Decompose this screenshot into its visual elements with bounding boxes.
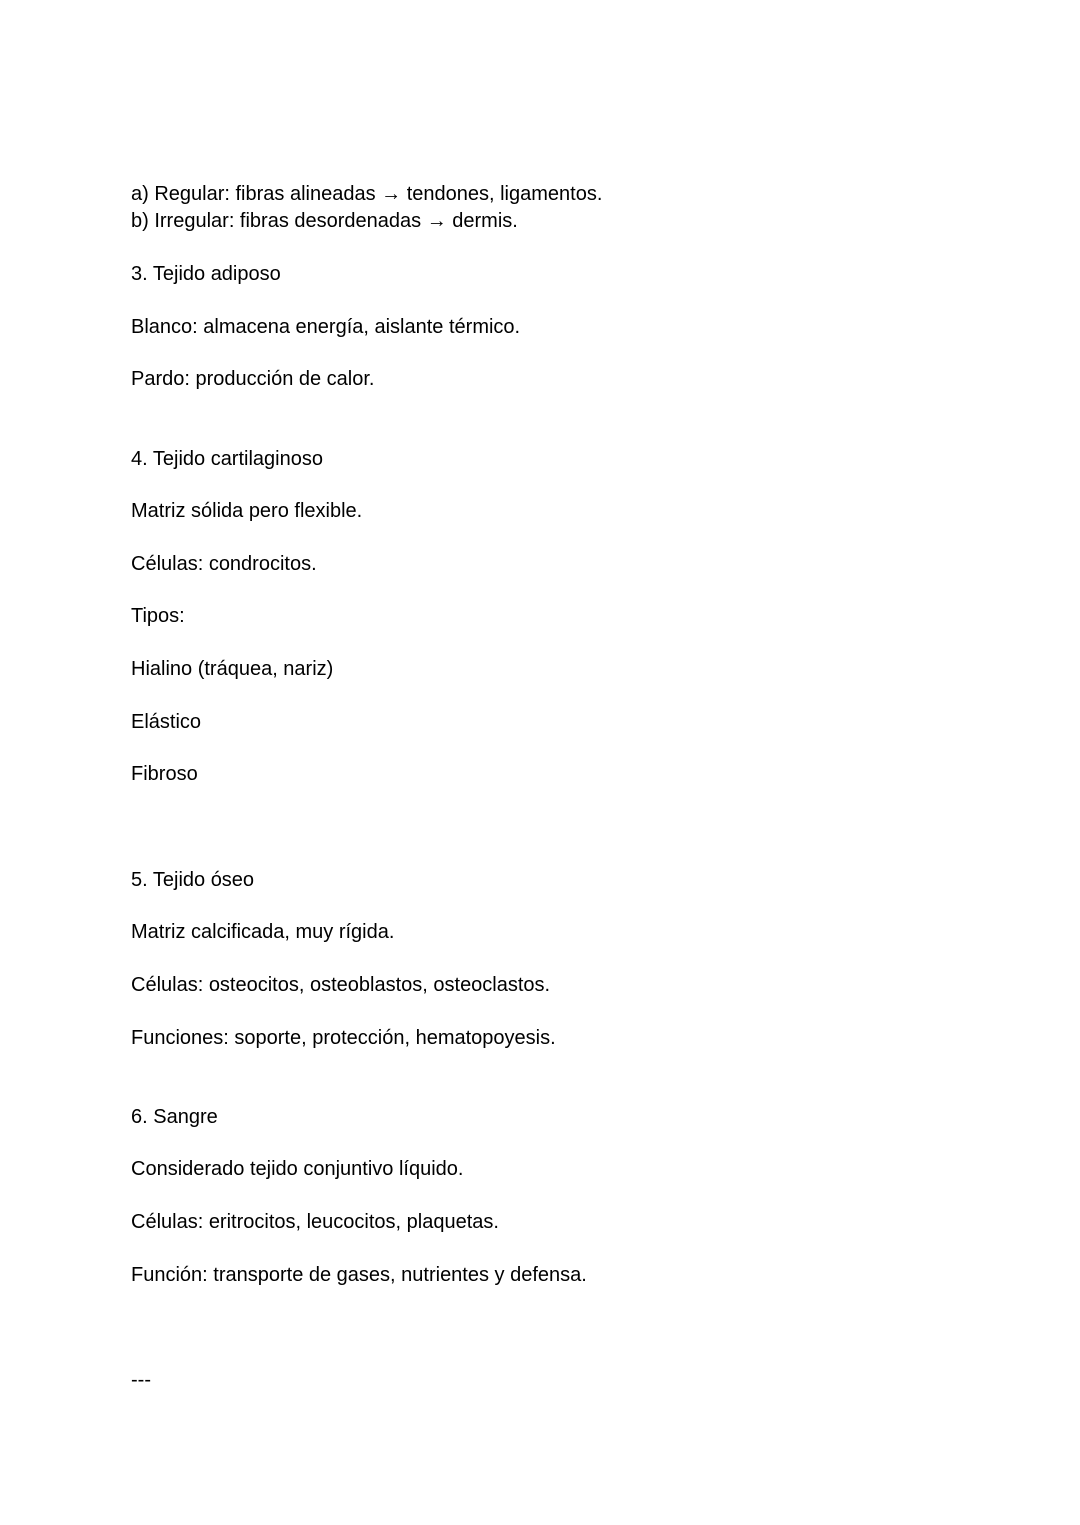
oseo-celulas-line: Células: osteocitos, osteoblastos, osteoclastos. bbox=[131, 974, 551, 996]
regular-fibers-line: a) Regular: fibras alineadas → tendones, ligamentos. bbox=[131, 183, 603, 205]
section-heading-oseo: 5. Tejido óseo bbox=[131, 869, 255, 891]
cartilaginoso-matriz-line: Matriz sólida pero flexible. bbox=[131, 500, 363, 522]
sangre-funcion-line: Función: transporte de gases, nutrientes y defensa. bbox=[131, 1264, 587, 1286]
tipo-item-elastico: Elástico bbox=[131, 711, 202, 733]
cartilaginoso-tipos-label: Tipos: bbox=[131, 605, 185, 627]
adiposo-pardo-line: Pardo: producción de calor. bbox=[131, 368, 375, 390]
tipo-item-hialino: Hialino (tráquea, nariz) bbox=[131, 658, 334, 680]
separator-line: --- bbox=[131, 1369, 151, 1391]
irregular-fibers-line: b) Irregular: fibras desordenadas → dermis. bbox=[131, 210, 518, 232]
section-heading-adiposo: 3. Tejido adiposo bbox=[131, 263, 281, 285]
sangre-considerado-line: Considerado tejido conjuntivo líquido. bbox=[131, 1158, 464, 1180]
adiposo-blanco-line: Blanco: almacena energía, aislante térmico. bbox=[131, 316, 521, 338]
oseo-matriz-line: Matriz calcificada, muy rígida. bbox=[131, 921, 395, 943]
section-heading-sangre: 6. Sangre bbox=[131, 1106, 218, 1128]
oseo-funciones-line: Funciones: soporte, protección, hematopoyesis. bbox=[131, 1027, 556, 1049]
section-heading-cartilaginoso: 4. Tejido cartilaginoso bbox=[131, 448, 323, 470]
tipo-item-fibroso: Fibroso bbox=[131, 763, 198, 785]
cartilaginoso-celulas-line: Células: condrocitos. bbox=[131, 553, 317, 575]
sangre-celulas-line: Células: eritrocitos, leucocitos, plaquetas. bbox=[131, 1211, 499, 1233]
